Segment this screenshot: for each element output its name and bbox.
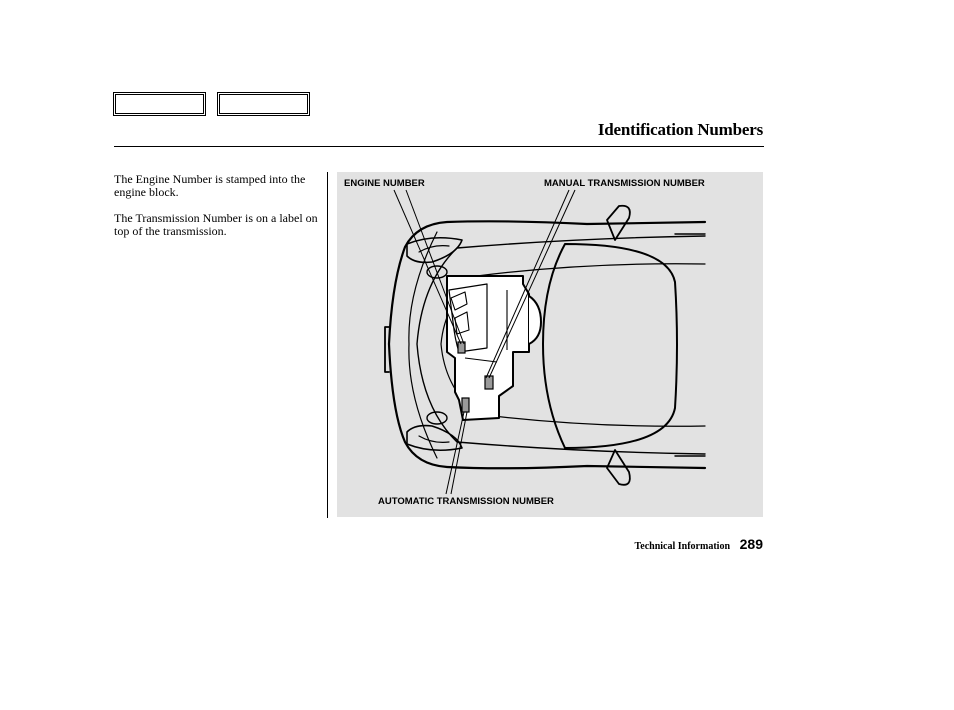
car-top-view-illustration bbox=[337, 172, 763, 517]
transmission-number-paragraph: The Transmission Number is on a label on top of the transmission. bbox=[114, 211, 318, 238]
engine-compartment-diagram bbox=[337, 172, 763, 517]
title-divider bbox=[114, 146, 764, 147]
manual-transmission-number-callout: MANUAL TRANSMISSION NUMBER bbox=[544, 178, 705, 189]
engine-number-paragraph: The Engine Number is stamped into the engine block. bbox=[114, 172, 306, 199]
footer-section-title: Technical Information bbox=[634, 541, 730, 552]
previous-page-button[interactable] bbox=[113, 92, 206, 116]
next-page-button[interactable] bbox=[217, 92, 310, 116]
column-divider bbox=[327, 172, 328, 518]
automatic-transmission-number-callout: AUTOMATIC TRANSMISSION NUMBER bbox=[378, 496, 554, 507]
page-number: 289 bbox=[739, 536, 763, 552]
page-title: Identification Numbers bbox=[597, 120, 763, 139]
engine-number-callout: ENGINE NUMBER bbox=[344, 178, 425, 189]
